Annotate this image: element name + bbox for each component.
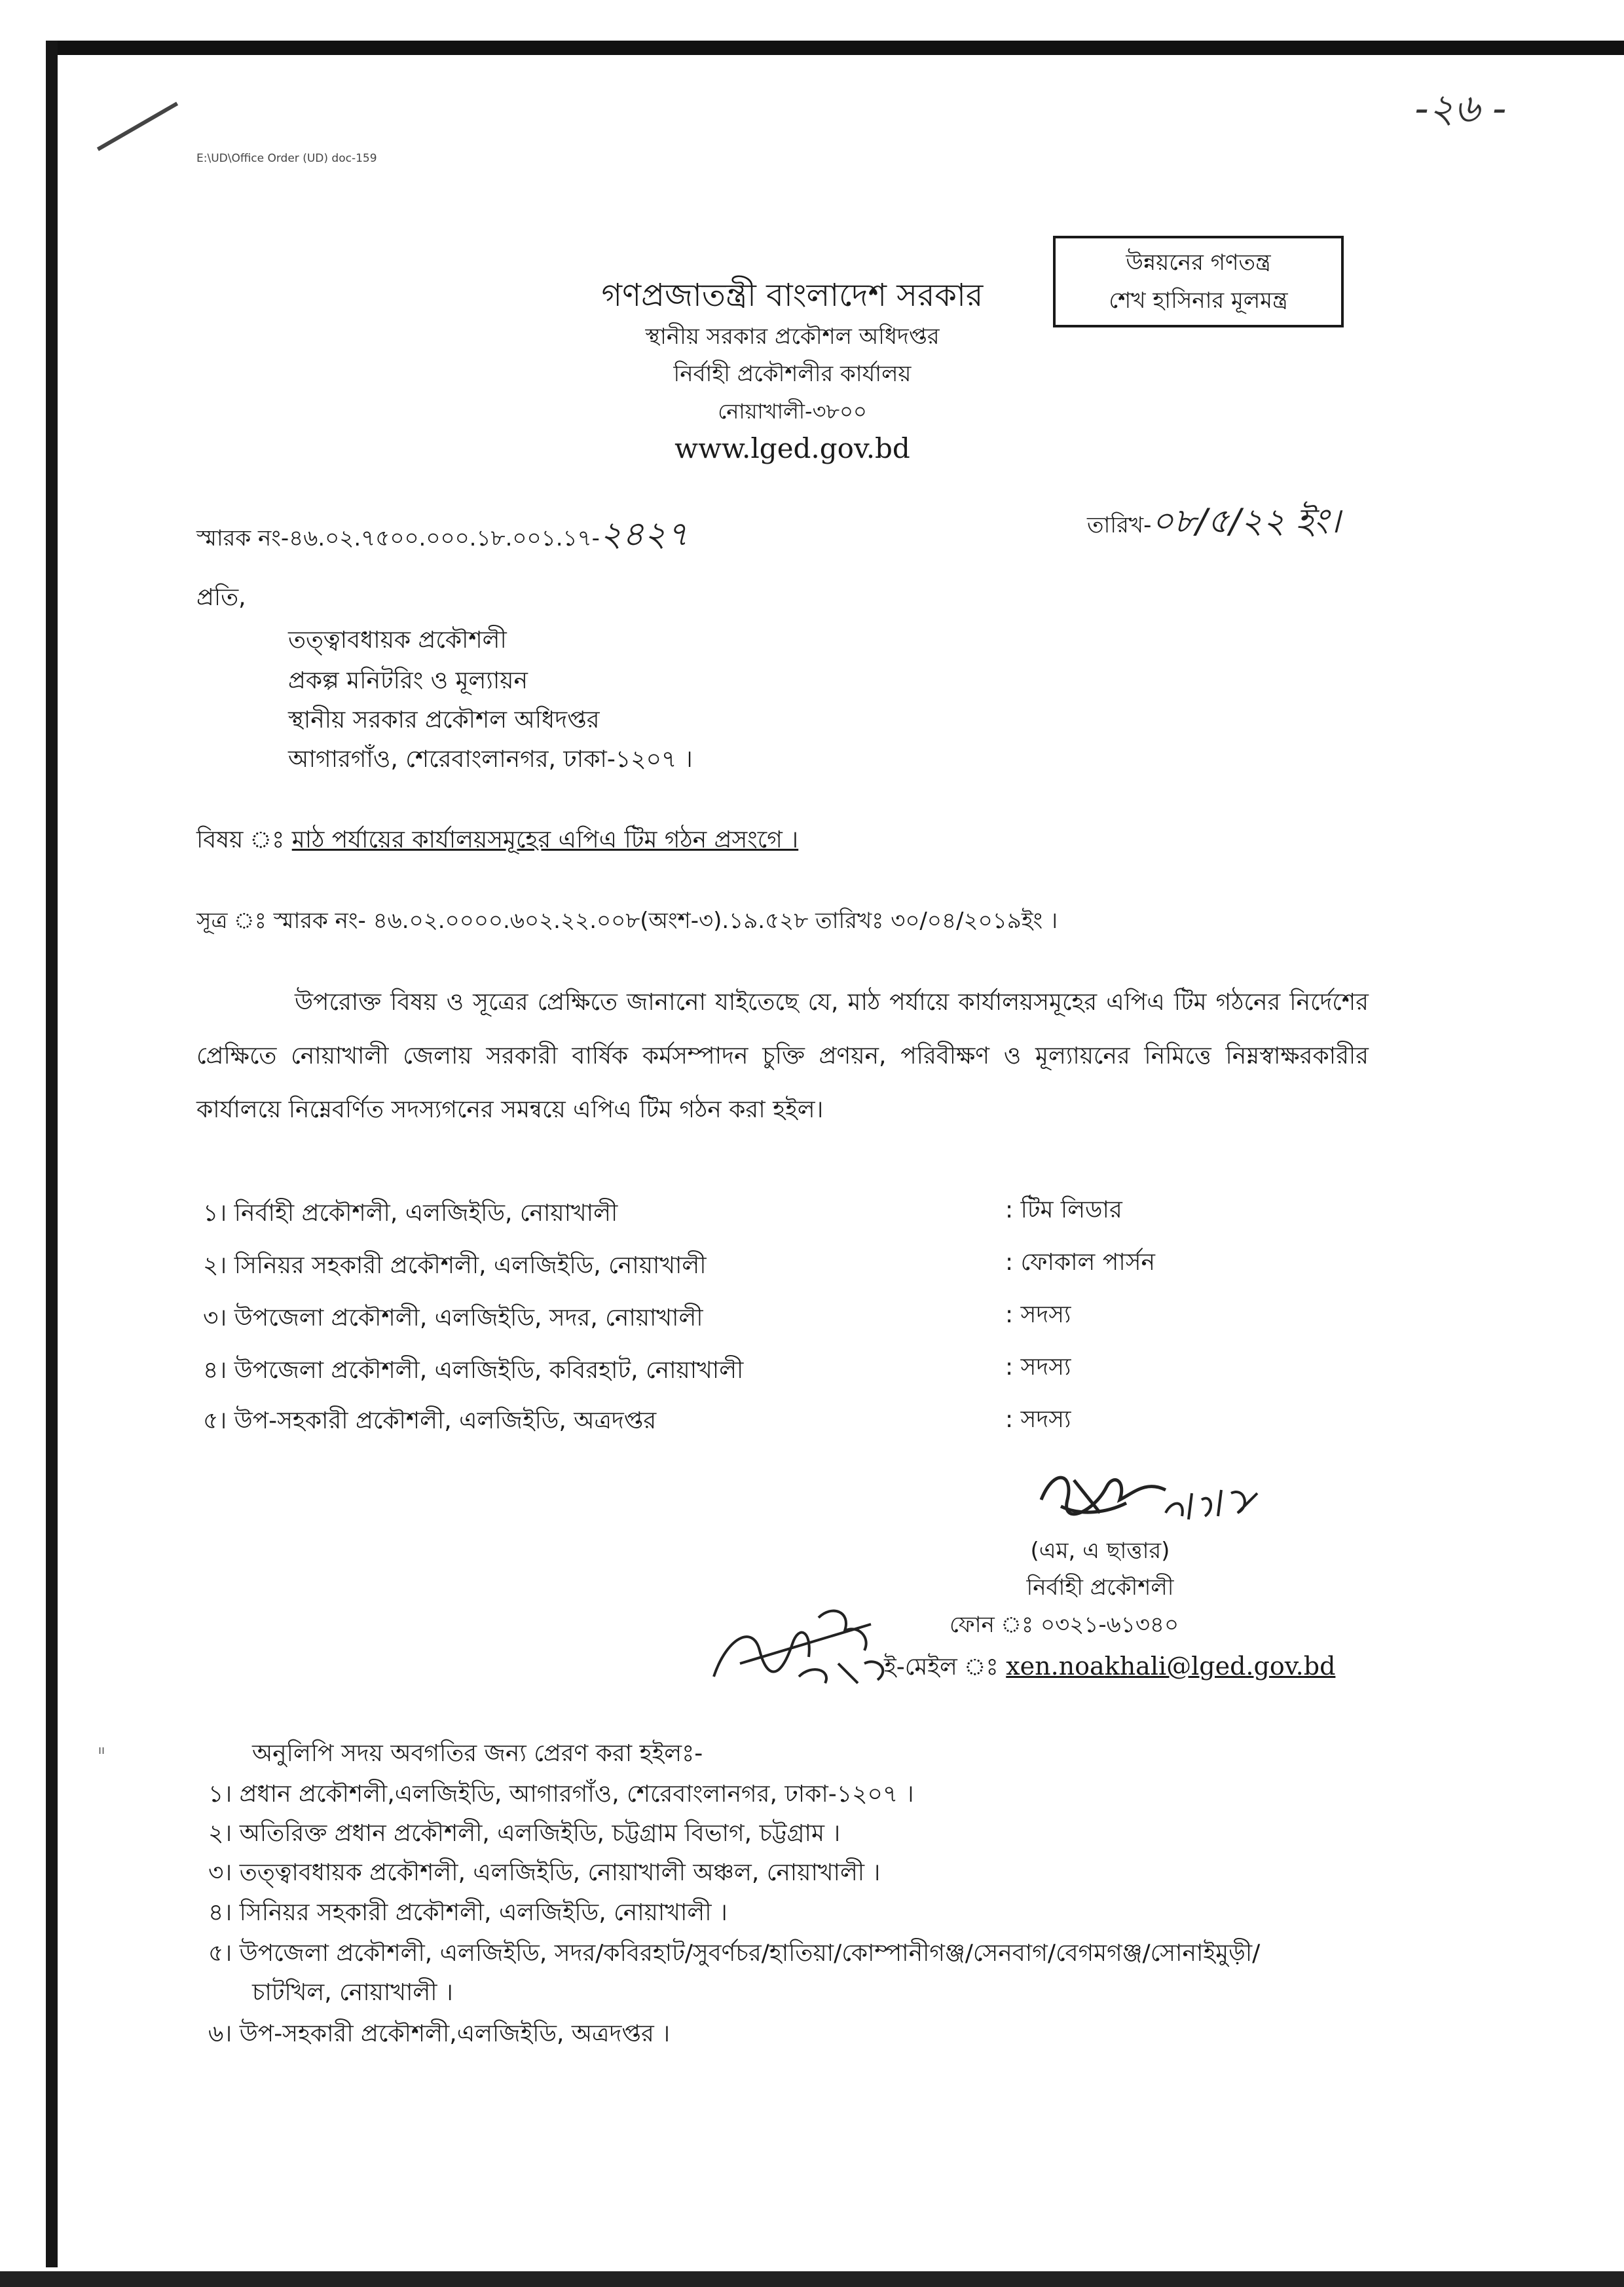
reference-label: সূত্র ঃ	[196, 908, 267, 934]
team-role-1: : টিম লিডার	[1005, 1197, 1122, 1223]
email-link[interactable]: xen.noakhali@lged.gov.bd	[1006, 1652, 1336, 1681]
team-member-4: ৪। উপজেলা প্রকৌশলী, এলজিইডি, কবিরহাট, নোয়াখালী	[203, 1357, 744, 1384]
signatory-block	[989, 1533, 1211, 1606]
cc-item-5-continued: চাটখিল, নোয়াখালী ।	[252, 1979, 453, 2006]
subject-text: মাঠ পর্যায়ের কার্যালয়সমূহের এপিএ টিম গঠন প্রসংগে ।	[291, 827, 799, 853]
reference-text: স্মারক নং- ৪৬.০২.০০০০.৬০২.২২.০০৮(অংশ-৩).১৯.৫২৮ তারিখঃ ৩০/০৪/২০১৯ইং ।	[273, 908, 1058, 934]
body-paragraph: উপরোক্ত বিষয় ও সূত্রের প্রেক্ষিতে জানানো যাইতেছে যে, মাঠ পর্যায়ে কার্যালয়সমূহের এপিএ টিম গঠনের নির্দেশের প্রেক্ষিতে নোয়াখালী জেলায় সরকারী বার্ষিক কর্মসম্পাদন চুক্তি প্রণয়ন, পরিবীক্ষণ ও মূল্যায়নের নিমিত্তে নিম্নস্বাক্ষরকারীর কার্যালয়ে নিম্নেবর্ণিত সদস্যগনের সমন্বয়ে এপিএ টিম গঠন করা হইল।	[196, 989, 1369, 1123]
recipient-line-2: প্রকল্প মনিটরিং ও মূল্যায়ন	[288, 667, 528, 694]
signatory-name: (এম, এ ছাত্তার)	[1030, 1538, 1170, 1564]
date-label: তারিখ-	[1087, 512, 1152, 538]
phone-number: ০৩২১-৬১৩৪০	[1041, 1612, 1179, 1638]
recipient-line-1: তত্ত্বাবধায়ক প্রকৌশলী	[288, 627, 507, 654]
date-handwritten-value: ০৮/৫/২২ ইং।	[1151, 502, 1340, 541]
reference-line	[196, 904, 1058, 941]
team-member-3: ৩। উপজেলা প্রকৌশলী, এলজিইডি, সদর, নোয়াখালী	[203, 1305, 703, 1331]
letterhead-department: স্থানীয় সরকার প্রকৌশল অধিদপ্তর	[645, 324, 940, 350]
scan-border-left	[46, 41, 58, 2267]
motto-line-1: উন্নয়নের গণতন্ত্র	[1126, 250, 1271, 276]
email-line	[884, 1649, 1335, 1688]
cc-item-1: ১। প্রধান প্রকৌশলী,এলজিইডি, আগারগাঁও, শেরেবাংলানগর, ঢাকা-১২০৭ ।	[208, 1781, 914, 1808]
recipient-to: প্রতি,	[196, 584, 246, 611]
letterhead-location: নোয়াখালী-৩৮০০	[718, 399, 867, 424]
handwritten-initials	[701, 1598, 910, 1696]
file-reference: E:\UD\Office Order (UD) doc-159	[196, 152, 377, 165]
team-role-4: : সদস্য	[1005, 1354, 1071, 1381]
team-member-5: ৫। উপ-সহকারী প্রকৌশলী, এলজিইডি, অত্রদপ্তর	[203, 1407, 657, 1434]
team-member-2: ২। সিনিয়র সহকারী প্রকৌশলী, এলজিইডি, নোয়াখালী	[203, 1252, 707, 1279]
email-label: ই-মেইল ঃ	[884, 1654, 999, 1681]
recipient-line-3: স্থানীয় সরকার প্রকৌশল অধিদপ্তর	[288, 707, 600, 734]
handwritten-signature	[1035, 1454, 1270, 1539]
scan-border-bottom	[0, 2271, 1624, 2287]
margin-mark: ıı	[98, 1743, 105, 1757]
cc-title: অনুলিপি সদয় অবগতির জন্য প্রেরণ করা হইলঃ-	[252, 1740, 703, 1767]
signatory-title: নির্বাহী প্রকৌশলী	[1026, 1574, 1174, 1601]
subject-label: বিষয় ঃ	[196, 827, 285, 853]
cc-item-4: ৪। সিনিয়র সহকারী প্রকৌশলী, এলজিইডি, নোয়াখালী ।	[208, 1899, 728, 1926]
cc-item-5: ৫। উপজেলা প্রকৌশলী, এলজিইডি, সদর/কবিরহাট/সুবর্ণচর/হাতিয়া/কোম্পানীগঞ্জ/সেনবাগ/বেগমগঞ্জ/সোনাইমুড়ী/	[208, 1940, 1261, 1967]
cc-item-2: ২। অতিরিক্ত প্রধান প্রকৌশলী, এলজিইডি, চট্টগ্রাম বিভাগ, চট্টগ্রাম ।	[208, 1820, 841, 1847]
scan-border-top	[46, 41, 1624, 55]
letterhead-website[interactable]: www.lged.gov.bd	[674, 432, 910, 464]
pen-mark	[97, 102, 178, 151]
recipient-line-4: আগারগাঁও, শেরেবাংলানগর, ঢাকা-১২০৭ ।	[288, 746, 693, 773]
team-role-2: : ফোকাল পার্সন	[1005, 1249, 1155, 1276]
memo-prefix: স্মারক নং-৪৬.০২.৭৫০০.০০০.১৮.০০১.১৭-	[196, 525, 600, 551]
cc-item-3: ৩। তত্ত্বাবধায়ক প্রকৌশলী, এলজিইডি, নোয়াখালী অঞ্চল, নোয়াখালী ।	[208, 1859, 881, 1886]
phone-label: ফোন ঃ	[950, 1612, 1034, 1638]
memo-handwritten-number: ২৪২৭	[599, 515, 689, 554]
memo-date	[1087, 494, 1340, 551]
letterhead-office: নির্বাহী প্রকৌশলীর কার্যালয়	[673, 361, 912, 387]
cc-item-6: ৬। উপ-সহকারী প্রকৌশলী,এলজিইডি, অত্রদপ্তর ।	[208, 2020, 671, 2047]
page-number: -২৬ -	[1414, 86, 1507, 132]
phone-line	[950, 1608, 1179, 1645]
motto-box	[1053, 236, 1344, 327]
team-role-3: : সদস্য	[1005, 1301, 1071, 1328]
letterhead-government: গণপ্রজাতন্ত্রী বাংলাদেশ সরকার	[601, 277, 984, 314]
memo-number	[196, 508, 688, 565]
subject-line	[196, 822, 798, 861]
motto-line-2: শেখ হাসিনার মূলমন্ত্র	[1109, 288, 1288, 314]
team-member-1: ১। নির্বাহী প্রকৌশলী, এলজিইডি, নোয়াখালী	[203, 1200, 618, 1227]
team-role-5: : সদস্য	[1005, 1406, 1071, 1433]
